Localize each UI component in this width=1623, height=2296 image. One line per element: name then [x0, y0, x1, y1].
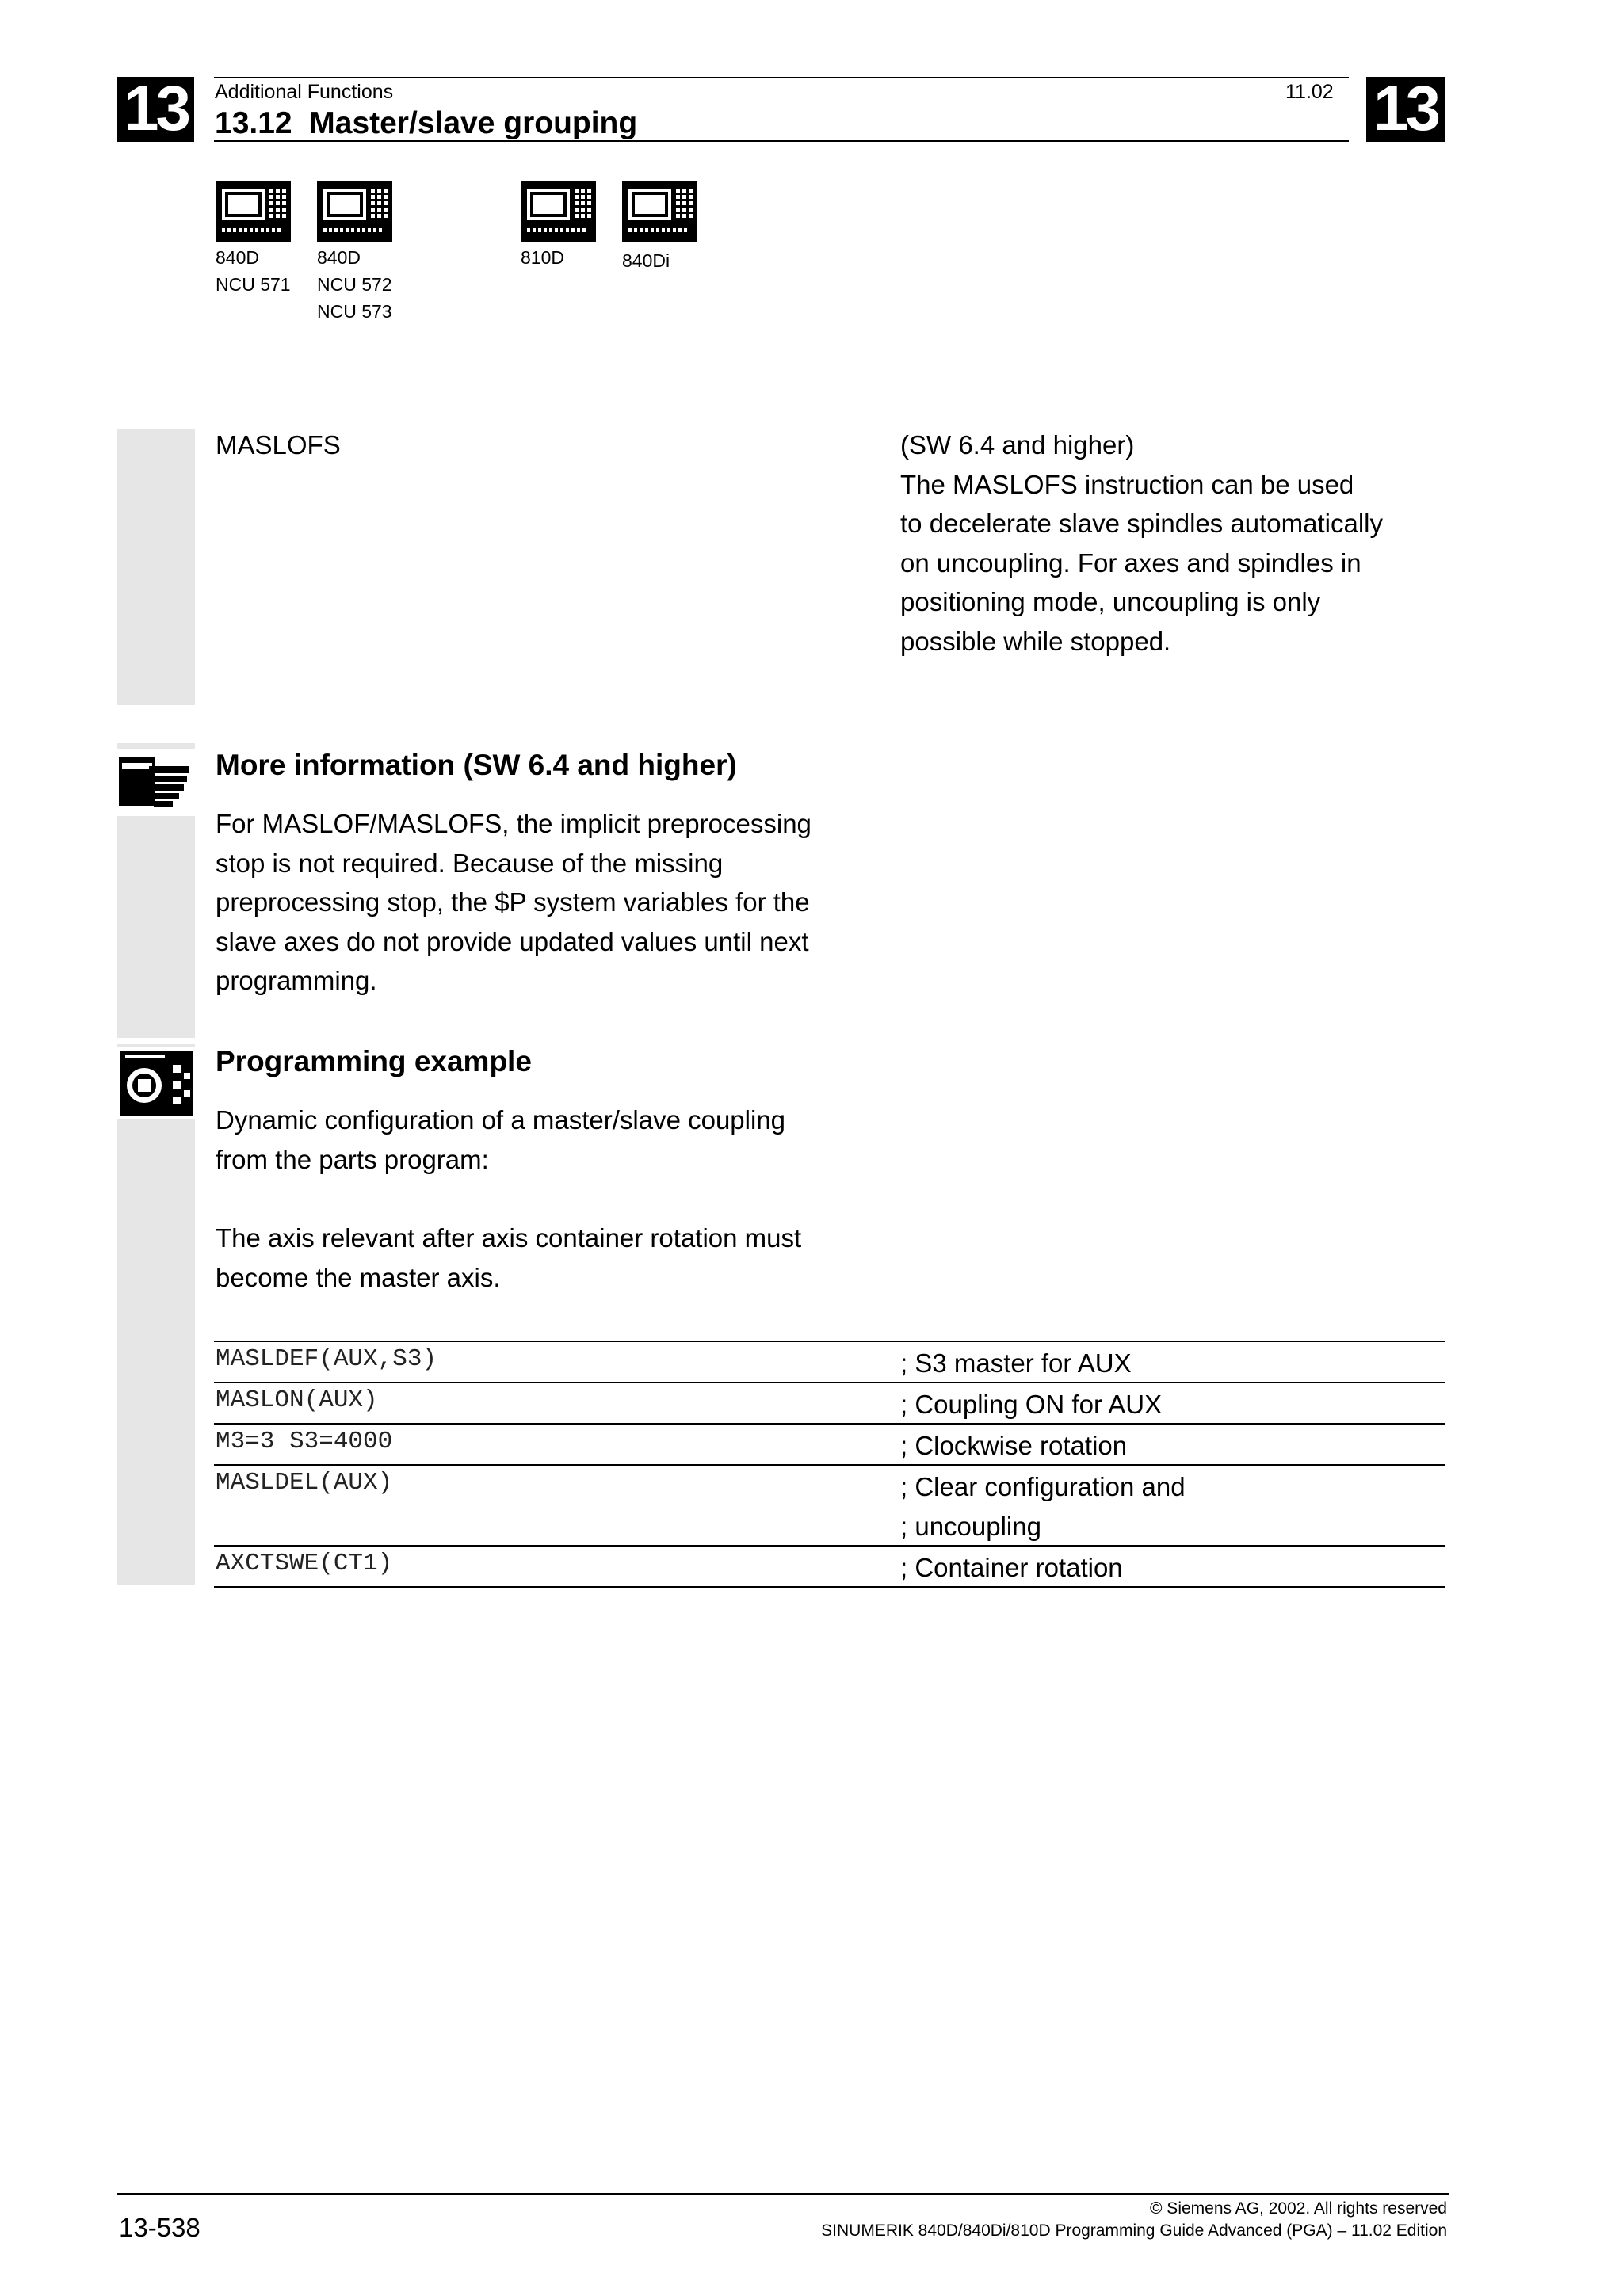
example-heading: Programming example: [216, 1045, 532, 1077]
more-info-line: preprocessing stop, the $P system variables for the: [216, 887, 810, 917]
maslofs-version: (SW 6.4 and higher): [900, 430, 1135, 460]
code-statement: MASLDEL(AUX): [216, 1469, 393, 1497]
code-row: [214, 1341, 1445, 1382]
more-info-heading: More information (SW 6.4 and higher): [216, 749, 737, 781]
maslofs-line: to decelerate slave spindles automatically: [900, 509, 1384, 538]
maslofs-line: on uncoupling. For axes and spindles in: [900, 547, 1361, 578]
code-comment-line: ; Clockwise rotation: [900, 1431, 1128, 1460]
code-row: [214, 1464, 1445, 1545]
control-unit-icon: [521, 181, 596, 242]
example-note: [216, 1219, 889, 1297]
example-intro-line: Dynamic configuration of a master/slave coupling: [216, 1105, 786, 1135]
section-label: Additional Functions: [215, 81, 394, 103]
more-info-line: slave axes do not provide updated values until next: [216, 926, 809, 956]
more-info-line: programming.: [216, 966, 377, 995]
footer-rule: [117, 2193, 1449, 2195]
example-note-line: The axis relevant after axis container rotation must: [216, 1223, 802, 1253]
example-intro-line: from the parts program:: [216, 1144, 489, 1174]
code-statement: MASLDEF(AUX,S3): [216, 1345, 437, 1373]
control-label: [317, 244, 392, 325]
code-comment: [900, 1426, 1127, 1466]
copyright-notice: © Siemens AG, 2002. All rights reserved: [1150, 2199, 1447, 2218]
code-statement: M3=3 S3=4000: [216, 1428, 393, 1455]
code-comment: [900, 1467, 1186, 1547]
control-label-line: 840D: [216, 247, 259, 268]
code-comment: [900, 1548, 1123, 1588]
pointing-hand-icon: [117, 749, 195, 816]
control-label-line: NCU 571: [216, 274, 291, 295]
maslofs-line: possible while stopped.: [900, 626, 1171, 656]
maslofs-description: [900, 425, 1447, 661]
code-statement: AXCTSWE(CT1): [216, 1550, 393, 1577]
code-comment-line: ; S3 master for AUX: [900, 1348, 1132, 1378]
control-unit-icon: [216, 181, 291, 242]
chapter-badge-right: 13: [1366, 77, 1445, 142]
margin-bar-example: [117, 1044, 195, 1585]
control-label-line: 810D: [521, 247, 564, 268]
control-label-line: NCU 572: [317, 274, 392, 295]
programming-example-icon: [117, 1047, 195, 1119]
maslofs-line: The MASLOFS instruction can be used: [900, 469, 1354, 499]
code-comment-line: ; Clear configuration and: [900, 1472, 1186, 1501]
maslofs-keyword: MASLOFS: [216, 430, 341, 460]
more-info-line: stop is not required. Because of the missing: [216, 848, 724, 878]
control-label-line: 840Di: [622, 250, 670, 271]
control-unit-icon: [317, 181, 392, 242]
code-comment-line: ; Coupling ON for AUX: [900, 1390, 1163, 1419]
margin-bar-maslofs: [117, 429, 195, 705]
document-title: SINUMERIK 840D/840Di/810D Programming Guide Advanced (PGA) – 11.02 Edition: [821, 2222, 1447, 2240]
more-info-line: For MASLOF/MASLOFS, the implicit preprocessing: [216, 809, 812, 838]
code-row: [214, 1423, 1445, 1464]
control-label-line: NCU 573: [317, 301, 392, 322]
code-statement: MASLON(AUX): [216, 1386, 378, 1414]
code-row: [214, 1545, 1445, 1588]
control-label: [521, 244, 564, 271]
edition-label: 11.02: [1285, 81, 1334, 103]
control-unit-icon: [622, 181, 697, 242]
chapter-badge-left: 13: [117, 77, 194, 142]
maslofs-line: positioning mode, uncoupling is only: [900, 587, 1321, 616]
code-comment-line: ; Container rotation: [900, 1553, 1123, 1582]
more-info-text: [216, 804, 889, 1001]
page-title: 13.12 Master/slave grouping: [215, 106, 638, 140]
page-number: 13-538: [119, 2213, 200, 2242]
control-label: [216, 244, 291, 298]
header-bottom-rule: [214, 140, 1349, 142]
code-table: [214, 1341, 1445, 1588]
code-comment: [900, 1344, 1132, 1383]
example-intro: [216, 1100, 889, 1179]
code-comment: [900, 1385, 1162, 1425]
code-comment-line: ; uncoupling: [900, 1512, 1041, 1541]
code-row: [214, 1382, 1445, 1423]
example-note-line: become the master axis.: [216, 1262, 501, 1292]
control-label: [622, 247, 670, 274]
header-top-rule: [214, 77, 1349, 78]
control-label-line: 840D: [317, 247, 361, 268]
